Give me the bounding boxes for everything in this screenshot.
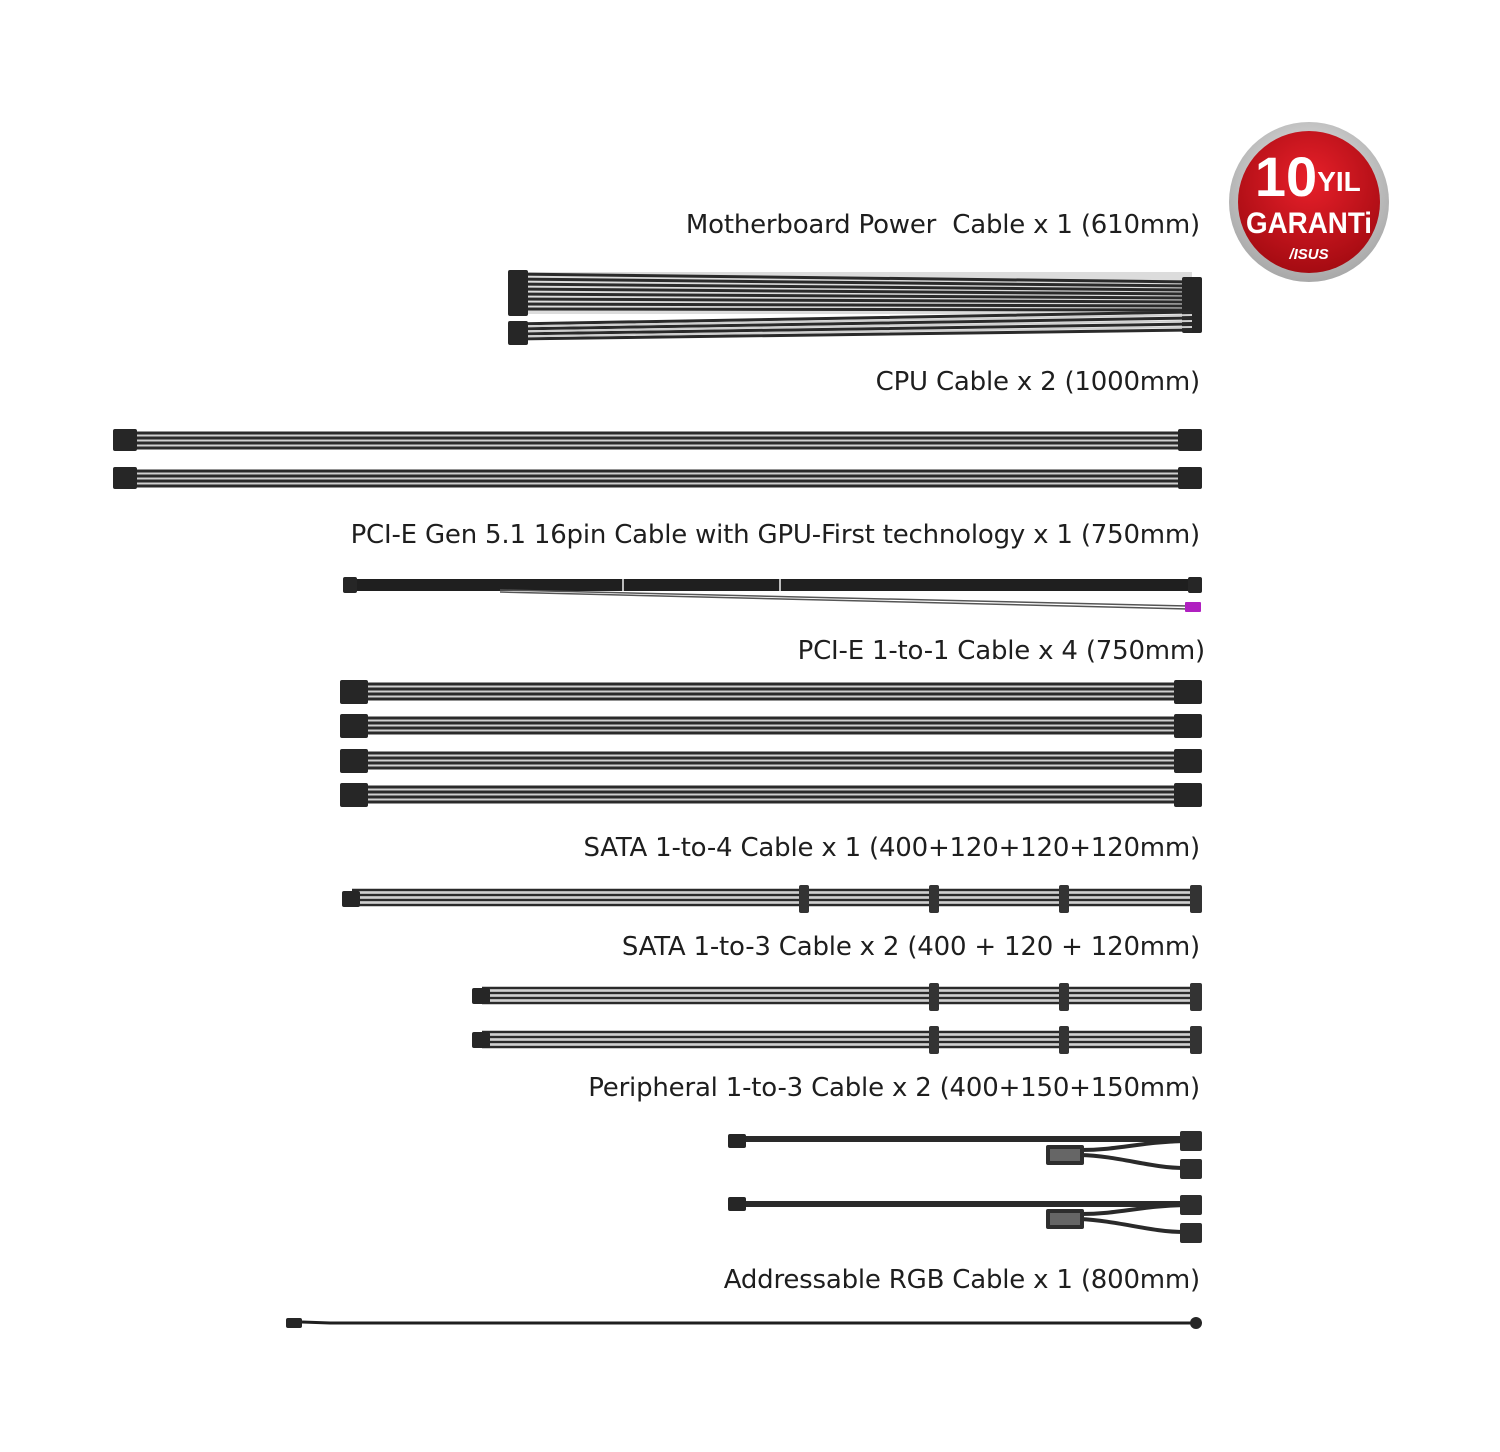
cpu-cable-pair	[113, 429, 1202, 489]
motherboard-cable	[508, 270, 1202, 345]
label-peripheral-cable: Peripheral 1-to-3 Cable x 2 (400+150+150mm)	[588, 1073, 1200, 1103]
pcie-16pin-cable	[343, 577, 1202, 612]
badge-number: 10	[1254, 145, 1318, 208]
peripheral-cable-pair	[728, 1131, 1202, 1243]
label-sata4-cable: SATA 1-to-4 Cable x 1 (400+120+120+120mm)	[583, 833, 1200, 863]
badge-brand-logo: /ISUS	[1289, 246, 1329, 263]
badge-unit: YIL	[1317, 166, 1361, 197]
label-pcie-16pin-cable: PCI-E Gen 5.1 16pin Cable with GPU-First technology x 1 (750mm)	[350, 520, 1200, 550]
sata-3-cable-pair	[472, 983, 1202, 1054]
argb-cable	[286, 1317, 1202, 1329]
badge-word: GARANTi	[1246, 207, 1372, 240]
sata-4-cable	[342, 885, 1202, 913]
label-pcie-cable: PCI-E 1-to-1 Cable x 4 (750mm)	[797, 636, 1205, 666]
label-cpu-cable: CPU Cable x 2 (1000mm)	[875, 367, 1200, 397]
label-sata3-cable: SATA 1-to-3 Cable x 2 (400 + 120 + 120mm)	[621, 932, 1200, 962]
label-argb-cable: Addressable RGB Cable x 1 (800mm)	[723, 1265, 1200, 1295]
pcie-cable-set	[340, 680, 1202, 807]
label-motherboard-cable: Motherboard Power Cable x 1 (610mm)	[685, 210, 1200, 240]
